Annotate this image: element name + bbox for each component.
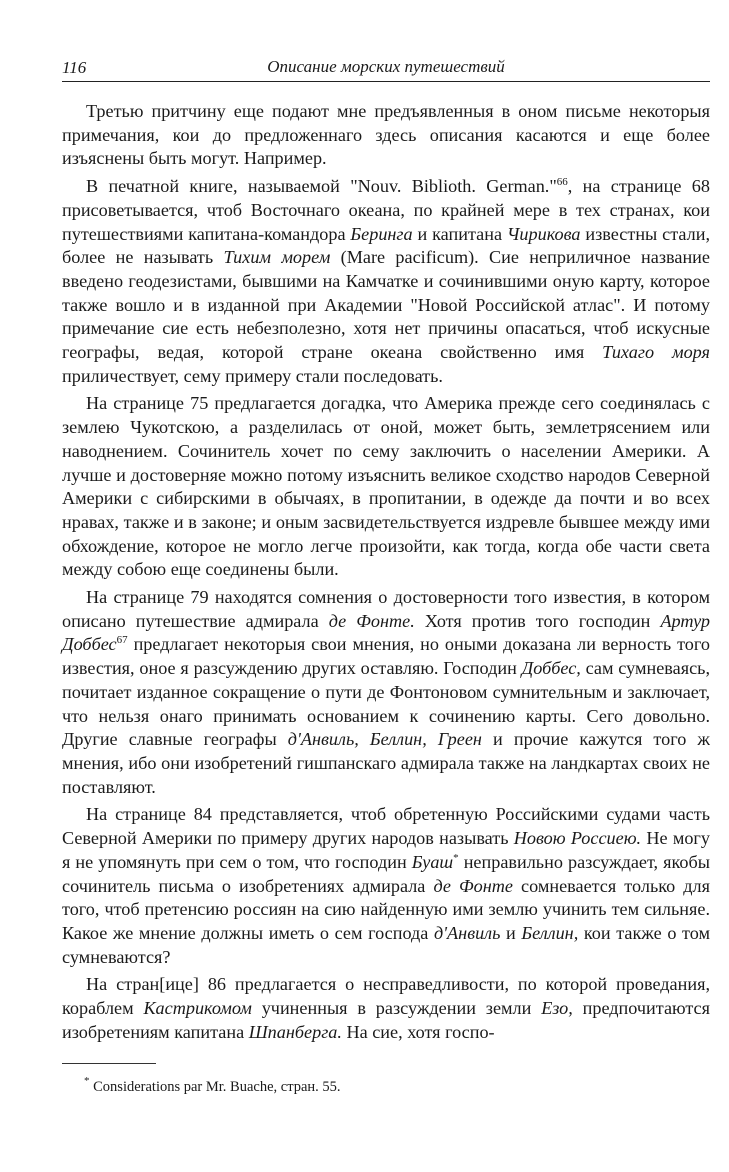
header-rule xyxy=(62,81,710,82)
text-run: предпочитаются изобретениям капитана xyxy=(62,998,710,1042)
text-run: Не могу я не упомянуть при сем о том, что господин xyxy=(62,828,710,872)
italic-text: Тихаго моря xyxy=(602,342,710,363)
paragraph xyxy=(62,586,710,799)
paragraph xyxy=(62,392,710,582)
paragraph xyxy=(62,803,710,969)
page-header xyxy=(62,50,710,80)
italic-text: де Фонте xyxy=(433,875,513,896)
italic-text: Тихим морем xyxy=(223,247,331,268)
text-run: В печатной книге, называемой "Nouv. Biblioth. German." xyxy=(86,176,557,197)
text-run: На стран[ице] 86 предлагается о несправедливости, по которой проведания, кораблем xyxy=(62,974,710,1019)
italic-text: Шпанберга. xyxy=(248,1021,342,1042)
text-run: , на странице 68 присоветывается, чтоб Восточнаго океана, по крайней мере в тех странах, кои путешествиями капитана-командора xyxy=(62,176,710,244)
text-run: учиненныя в разсуждении земли xyxy=(251,998,542,1019)
italic-text: Новою Россиею. xyxy=(513,828,642,849)
text-run: кои также о том сумневаются? xyxy=(62,922,711,967)
footnote-rule xyxy=(62,1063,156,1064)
italic-text: Артур Доббес xyxy=(62,610,711,655)
paragraph xyxy=(62,175,710,388)
footnote xyxy=(84,1075,341,1096)
italic-text: де Фонте. xyxy=(328,610,415,631)
italic-text: Езо, xyxy=(541,998,573,1019)
text-run: На странице 75 предлагается догадка, что Америка прежде сего соединялась с землею Чукотскою, а разделилась от оной, может быть, землетрясением или наводнением. Сочинитель хочет по сему заключить о населении Америки. А лучше и достоверняе можно потому изъяснить великое сходство народов Северной Америки с сибирскими в обычаях, в пропитании, в одежде да почти и во всех нравах, также и в законе; и оным засвидетельствуется издревле бывшее между ими обхождение, которое не могло легче произойти, как тогда, когда обе части света между собою еще соединены были. xyxy=(62,393,710,580)
text-run: На странице 79 находятся сомнения о достоверности того известия, в котором описано путешествие адмирала xyxy=(62,587,710,631)
italic-text: д'Анвиль, Беллин, Греен xyxy=(287,729,482,750)
paragraph xyxy=(62,973,710,1044)
paragraph xyxy=(62,100,710,171)
text-run: предлагает некоторыя свои мнения, но оными доказана ли верность того известия, оное я разсуждению других оставляю. Господин xyxy=(62,634,710,679)
text-run: сомневается только для того, чтоб претенсию россиян на сию найденную ими землю учинить тем сильняе. Какое же мнение должны иметь о сем господа xyxy=(62,875,710,943)
text-run: известны стали, более не называть xyxy=(62,223,710,268)
italic-text: Беллин, xyxy=(521,922,579,943)
text-run: На сие, хотя госпо- xyxy=(341,1021,495,1042)
footnote-ref: 67 xyxy=(116,634,128,647)
body-text xyxy=(62,100,710,1048)
text-run: На странице 84 представляется, чтоб обретенную Российскими судами часть Северной Америки по примеру других народов называть xyxy=(62,804,710,849)
italic-text: Чирикова xyxy=(506,223,581,244)
page-number: 116 xyxy=(62,58,87,77)
italic-text: Кастрикомом xyxy=(143,998,252,1019)
text-run: Третью притчину еще подают мне предъявленныя в оном письме некоторыя примечания, кои до предложеннаго здесь описания касаются и еще более изъяснены быть могут. Например. xyxy=(62,101,710,169)
italic-text: Буаш xyxy=(411,851,454,872)
footnote-text: Considerations par Mr. Buache, стран. 55. xyxy=(89,1079,341,1095)
footnote-ref: * xyxy=(453,851,459,864)
italic-text: д'Анвиль xyxy=(433,922,501,943)
text-run: Хотя против того господин xyxy=(414,610,661,631)
italic-text: Доббес, xyxy=(521,658,581,679)
running-title: Описание морских путешествий xyxy=(267,57,505,76)
italic-text: Беринга xyxy=(350,223,413,244)
footnote-marker: * xyxy=(84,1075,90,1087)
text-run: и прочие кажутся того ж мнения, ибо они изобретений гишпанскаго адмирала также на ландкартах своих не поставляют. xyxy=(62,729,710,797)
text-run: сам сумневаясь, почитает изданное сокращение о пути де Фонтоновом сумнительным и заключает, что нельзя онаго принимать основанием к сочинению карты. Сего довольно. Другие славные географы xyxy=(62,658,711,750)
text-run: неправильно разсуждает, якобы сочинитель письма о изобретениях адмирала xyxy=(62,851,710,896)
text-run: и капитана xyxy=(412,223,507,244)
text-run: (Mare pacificum). Сие неприличное название введено геодезистами, бывшими на Камчатке и сочинившими оную карту, которое также вошло и в изданной при Академии "Новой Российской атлас". И потому примечание сие есть небезполезно, хотя нет причины опасаться, чтоб искусные географы, ведая, которой стране океана свойственно имя xyxy=(62,247,710,363)
text-run: приличествует, сему примеру стали последовать. xyxy=(62,365,443,386)
text-run: и xyxy=(500,922,522,943)
footnote-ref: 66 xyxy=(556,176,568,189)
